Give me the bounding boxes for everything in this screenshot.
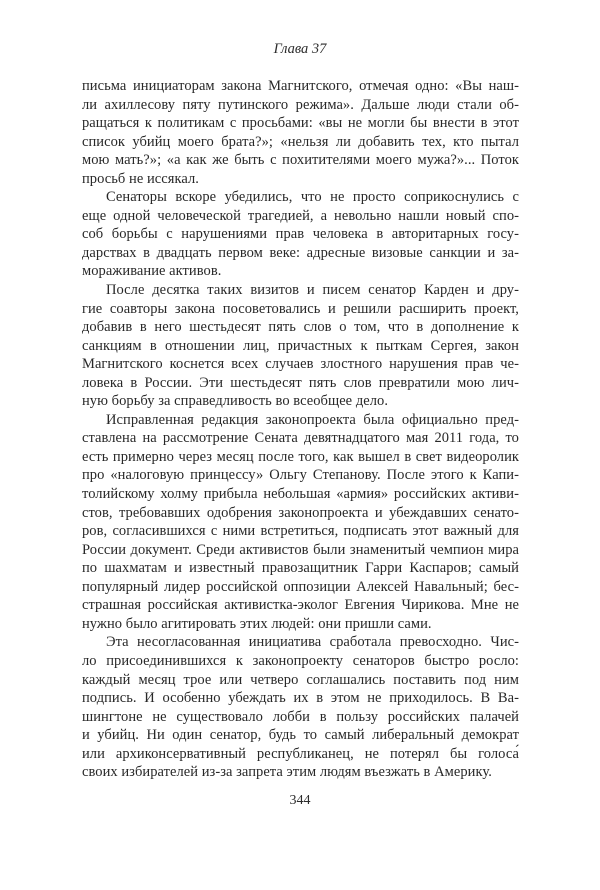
text-line: по шахматам и известный правозащитник Гарри Каспаров; самый: [82, 560, 519, 577]
text-line: гие соавторы закона посоветовались и решили расширить проект,: [82, 300, 519, 317]
text-line: Магнитского коснется всех случаев злостного нарушения прав че-: [82, 356, 519, 373]
text-line: соб борьбы с нарушениями прав человека в авторитарных госу-: [82, 226, 519, 243]
text-line: или архиконсервативный республиканец, не потерял бы голоса́: [82, 745, 519, 762]
text-line: стов, требовавших одобрения законопроекта и убеждавших сенато-: [82, 504, 519, 521]
text-line: и убийц. Ни один сенатор, будь то самый либеральный демократ: [82, 727, 519, 744]
text-line: страшная российская активистка-эколог Евгения Чирикова. Мне не: [82, 597, 519, 614]
text-line: шингтоне не существовало лобби в пользу российских палачей: [82, 708, 519, 725]
text-line: письма инициаторам закона Магнитского, отмечая одно: «Вы наш-: [82, 78, 519, 94]
text-line: есть примерно через месяц после того, как вышел в свет видеоролик: [82, 448, 519, 465]
text-line: санкциям в отношении лиц, причастных к пыткам Сергея, закон: [82, 337, 519, 354]
text-line: Исправленная редакция законопроекта была официально пред-: [106, 411, 519, 428]
text-line: ло присоединившихся к законопроекту сенаторов быстро росло:: [82, 652, 519, 669]
text-line: популярный лидер российской оппозиции Алексей Навальный; бес-: [82, 578, 519, 595]
text-line: нужно было агитировать этих людей: они пришли сами.: [82, 615, 432, 632]
text-line: просьб не иссякал.: [82, 170, 199, 187]
text-line: ращаться к политикам с просьбами: «вы не могли бы внести в этот: [82, 115, 519, 132]
text-line: мораживание активов.: [82, 263, 222, 280]
text-line: толийскому холму прибыла небольшая «армия» российских активи-: [82, 486, 519, 503]
text-line: ную борьбу за справедливость во всеобщее дело.: [82, 393, 389, 410]
text-line: Сенаторы вскоре убедились, что не просто соприкоснулись с: [106, 189, 519, 206]
text-line: еще одной человеческой трагедией, а невольно нашли новый спо-: [82, 207, 519, 224]
text-line: ловека в России. Эти шестьдесят пять слов превратили мою лич-: [82, 374, 519, 391]
text-line: добавив в него шестьдесят пять слов о том, что в дополнение к: [82, 319, 519, 336]
text-line: подпись. И особенно убеждать их в этом не приходилось. В Ва-: [82, 690, 519, 707]
text-line: список убийц моего брата?»; «нельзя ли добавить тех, кто пытал: [82, 133, 519, 150]
text-line: мою мать?»; «а как же быть с похитителями моего мужа?»... Поток: [82, 152, 519, 169]
text-block: [82, 77, 519, 782]
text-line: ставлена на рассмотрение Сената девятнадцатого мая 2011 года, то: [82, 430, 519, 447]
running-head: Глава 37: [273, 41, 327, 57]
text-line: ров, согласившихся с ними встретиться, подписать этот важный для: [82, 523, 519, 540]
text-line: России документ. Среди активистов были знаменитый чемпион мира: [82, 541, 519, 558]
text-line: После десятка таких визитов и писем сенатор Карден и дру-: [106, 282, 519, 299]
text-line: каждый месяц трое или четверо соглашались поставить под ним: [82, 671, 519, 688]
text-line: про «налоговую принцессу» Ольгу Степанову. После этого к Капи-: [82, 467, 519, 484]
text-line: дарствах в двадцать первом веке: адресные визовые санкции и за-: [82, 244, 519, 261]
text-line: ли ахиллесову пяту путинского режима». Дальше люди стали об-: [82, 96, 519, 113]
text-line: своих избирателей из-за запрета этим людям въезжать в Америку.: [82, 764, 492, 781]
page-number: 344: [289, 793, 311, 808]
text-line: Эта несогласованная инициатива сработала превосходно. Чис-: [106, 634, 519, 651]
